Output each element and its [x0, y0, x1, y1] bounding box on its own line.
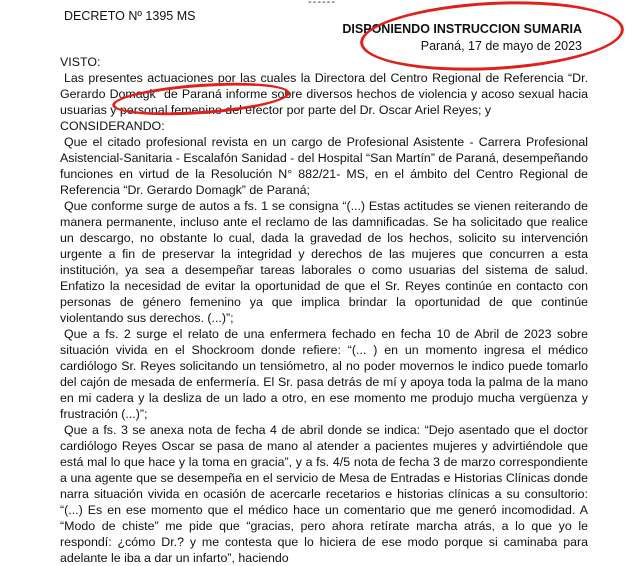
visto-heading: VISTO: — [60, 55, 101, 69]
document-body — [60, 54, 588, 566]
considerando-paragraph: Que el citado profesional revista en un cargo de Profesional Asistente - Carrera Profesional Asistencial-Sanitaria - Escalafón Sanidad - del Hospital “San Martín” de Paraná, desempeñando funciones en virtud de la Resolución N° 882/21- MS, en el ámbito del Centro Regional de Referencia “Dr. Gerardo Domagk” de Paraná; — [60, 135, 588, 197]
considerando-paragraph: Que a fs. 3 se anexa nota de fecha 4 de abril donde se indica: “Dejo asentado que el doctor cardiólogo Reyes Oscar se pasa de mano al atender a pacientes mujeres y advirtiéndole que está mal lo que hace y la toma en gracia”, y a fs. 4/5 nota de fecha 3 de marzo correspondiente a una agente que se desempeña en el servicio de Mesa de Entradas e Historias Clínicas donde narra situación vivida en ocasión de acercarle recetarios e historias clínicas a su consultorio: “(...) Es en ese momento que el médico hace un comentario que me generó incomodidad. A “Modo de chiste” me pide que “gracias, pero ahora retírate marcha atrás, a lo que yo le respondí: ¿cómo Dr.? y me contesta que lo hiciera de ese modo porque si caminaba para adelante le iba a dar un infarto”, haciendo — [60, 423, 588, 565]
top-dashes: ------ — [308, 0, 336, 8]
considerando-paragraph: Que a fs. 2 surge el relato de una enfermera fechado en fecha 10 de Abril de 2023 sobre situación vivida en el Shockroom donde refiere: “(... ) en un momento ingresa el médico cardiólogo Sr. Reyes solicitando un tensiómetro, al no poder movernos le indico puede tomarlo del cajón de mesada de enfermería. El Sr. pasa detrás de mí y apoya toda la palma de la mano en mi cadera y la desliza de un lado a otro, en ese momento me produjo mucha vergüenza y frustración (...)”; — [60, 327, 588, 421]
decree-number: DECRETO Nº 1395 MS — [64, 9, 196, 23]
decree-date: Paraná, 17 de mayo de 2023 — [420, 39, 582, 53]
considerando-paragraph: Que conforme surge de autos a fs. 1 se consigna “(...) Estas actitudes se vienen reiterando de manera permanente, incluso ante el reclamo de las damnificadas. Se ha solicitado que realice un descargo, no obstante lo cual, dada la gravedad de los hechos, solicito su intervención urgente a fin de preservar la integridad y derechos de las mujeres que concurren a esta institución, ya sea a desempeñar tareas laborales o como usuarias del sistema de salud. Enfatizo la necesidad de evitar la oportunidad de que el Sr. Reyes continúe en contacto con personas de género femenino ya que implica brindar la oportunidad de que continúe violentando sus derechos. (...)”; — [60, 199, 588, 325]
visto-paragraph: Las presentes actuaciones por las cuales la Directora del Centro Regional de Referencia “Dr. Gerardo Domagk” de Paraná informe sobre diversos hechos de violencia y acoso sexual hacia usuarias y personal femenino del efector por parte del Dr. Oscar Ariel Reyes; y — [60, 71, 588, 117]
considerando-heading: CONSIDERANDO: — [60, 119, 165, 133]
decree-title: DISPONIENDO INSTRUCCION SUMARIA — [342, 22, 582, 36]
